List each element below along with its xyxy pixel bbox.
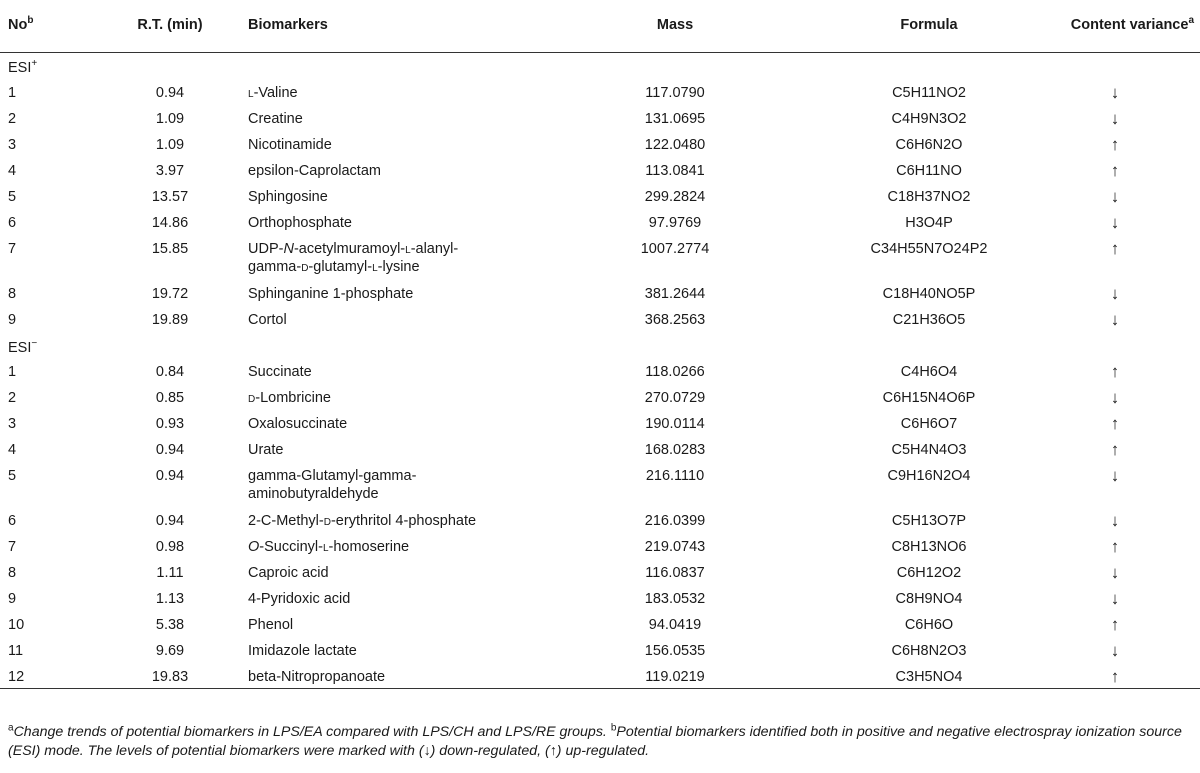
cell-content-variance: ↑ <box>1110 135 1120 154</box>
cell-no: 9 <box>8 591 17 607</box>
cell-mass: 299.2824 <box>644 189 706 205</box>
cell-formula: C5H4N4O3 <box>891 442 967 458</box>
cell-biomarker: Urate <box>248 442 284 458</box>
cell-no: 8 <box>8 286 17 302</box>
table-row <box>0 156 1200 182</box>
cell-formula: C5H11NO2 <box>892 85 966 101</box>
header-content-variance: Content variance$^a$ <box>1030 0 1200 52</box>
cell-content-variance: ↓ <box>1110 388 1120 407</box>
cell-formula: C4H9N3O2 <box>891 111 967 127</box>
table-row <box>0 610 1200 636</box>
cell-mass: 381.2644 <box>644 286 706 302</box>
cell-biomarker: Creatine <box>248 111 303 127</box>
cell-mass: 216.0399 <box>644 513 706 529</box>
cell-biomarker: Phenol <box>248 617 294 633</box>
cell-rt: 0.93 <box>155 416 185 432</box>
cell-no: 7 <box>8 241 17 257</box>
cell-biomarker: Succinate <box>248 364 312 380</box>
cell-no: 6 <box>8 215 17 231</box>
cell-biomarker: d-Lombricine <box>248 390 331 406</box>
cell-rt: 0.94 <box>155 468 185 484</box>
section-label: ESI+ <box>8 57 38 76</box>
cell-mass: 168.0283 <box>644 442 706 458</box>
footnote-b-text: Potential biomarkers identified both in positive and negative electrospray ionization source (ESI) mode. The levels of potential biomarkers were marked with (↓) down-regulated, (↑) up-regulated. <box>8 724 1182 759</box>
cell-no: 3 <box>8 416 17 432</box>
cell-biomarker: Orthophosphate <box>248 215 352 231</box>
table-row <box>0 461 1200 506</box>
table-row <box>0 305 1200 331</box>
cell-content-variance: ↑ <box>1110 440 1120 459</box>
cell-no: 11 <box>8 643 24 659</box>
cell-mass: 183.0532 <box>644 591 706 607</box>
section-row <box>0 331 1200 357</box>
cell-formula: C8H13NO6 <box>891 539 967 555</box>
cell-biomarker: UDP-N-acetylmuramoyl-l-alanyl- gamma-d-glutamyl-l-lysine <box>248 241 459 275</box>
cell-mass: 156.0535 <box>644 643 706 659</box>
cell-no: 4 <box>8 442 17 458</box>
header-rt: R.T. (min) <box>100 0 240 52</box>
cell-content-variance: ↑ <box>1110 239 1120 258</box>
cell-rt: 3.97 <box>155 163 185 179</box>
footnote-b-marker: b <box>610 722 617 734</box>
cell-rt: 15.85 <box>151 241 189 257</box>
header-formula: Formula <box>828 0 1030 52</box>
cell-formula: C6H15N4O6P <box>882 390 976 406</box>
cell-rt: 0.85 <box>155 390 185 406</box>
cell-formula: C9H16N2O4 <box>887 468 971 484</box>
cell-mass: 122.0480 <box>644 137 706 153</box>
cell-formula: C18H40NO5P <box>882 286 976 302</box>
cell-no: 3 <box>8 137 17 153</box>
cell-formula: C5H13O7P <box>891 513 967 529</box>
cell-mass: 1007.2774 <box>640 241 710 257</box>
cell-formula: C4H6O4 <box>900 364 958 380</box>
table-row <box>0 506 1200 532</box>
cell-biomarker: Nicotinamide <box>248 137 332 153</box>
cell-formula: C6H6N2O <box>895 137 963 153</box>
table-row <box>0 104 1200 130</box>
cell-rt: 1.13 <box>155 591 185 607</box>
cell-no: 5 <box>8 468 17 484</box>
cell-biomarker: Imidazole lactate <box>248 643 357 659</box>
cell-no: 9 <box>8 312 17 328</box>
cell-formula: C6H11NO <box>896 163 962 179</box>
cell-biomarker: 4-Pyridoxic acid <box>248 591 351 607</box>
cell-no: 1 <box>8 85 17 101</box>
cell-rt: 9.69 <box>155 643 185 659</box>
cell-formula: C18H37NO2 <box>887 189 971 205</box>
cell-mass: 97.9769 <box>648 215 702 231</box>
cell-formula: C8H9NO4 <box>895 591 963 607</box>
cell-rt: 19.89 <box>151 312 189 328</box>
header-no: No$^b$ <box>0 0 100 52</box>
cell-mass: 368.2563 <box>644 312 706 328</box>
cell-content-variance: ↓ <box>1110 466 1120 485</box>
cell-content-variance: ↓ <box>1110 83 1120 102</box>
cell-rt: 19.72 <box>151 286 189 302</box>
cell-rt: 0.84 <box>155 364 185 380</box>
cell-rt: 0.94 <box>155 513 185 529</box>
table-row <box>0 636 1200 662</box>
table-row <box>0 558 1200 584</box>
cell-content-variance: ↑ <box>1110 161 1120 180</box>
cell-content-variance: ↓ <box>1110 284 1120 303</box>
cell-content-variance: ↓ <box>1110 109 1120 128</box>
cell-biomarker: Cortol <box>248 312 287 328</box>
table-row <box>0 182 1200 208</box>
cell-mass: 113.0841 <box>645 163 705 179</box>
cell-no: 4 <box>8 163 17 179</box>
table-footnote <box>8 723 1198 761</box>
cell-content-variance: ↓ <box>1110 310 1120 329</box>
cell-rt: 1.11 <box>156 565 184 581</box>
cell-rt: 1.09 <box>155 111 185 127</box>
cell-no: 7 <box>8 539 17 555</box>
table-row <box>0 383 1200 409</box>
cell-biomarker: Sphingosine <box>248 189 328 205</box>
cell-rt: 0.94 <box>155 442 185 458</box>
header-biomarkers: Biomarkers <box>240 0 522 52</box>
cell-content-variance: ↑ <box>1110 537 1120 556</box>
cell-mass: 116.0837 <box>645 565 705 581</box>
cell-biomarker: epsilon-Caprolactam <box>248 163 381 179</box>
table-row <box>0 78 1200 104</box>
cell-formula: C3H5NO4 <box>895 669 963 685</box>
cell-rt: 0.94 <box>155 85 185 101</box>
cell-no: 10 <box>8 617 25 633</box>
table-row <box>0 435 1200 461</box>
cell-content-variance: ↑ <box>1110 667 1120 686</box>
cell-biomarker: l-Valine <box>248 85 298 101</box>
cell-mass: 117.0790 <box>645 85 705 101</box>
cell-biomarker: gamma-Glutamyl-gamma- aminobutyraldehyde <box>248 468 417 502</box>
cell-no: 5 <box>8 189 17 205</box>
table-row <box>0 409 1200 435</box>
cell-content-variance: ↓ <box>1110 511 1120 530</box>
cell-biomarker: Oxalosuccinate <box>248 416 348 432</box>
cell-biomarker: O-Succinyl-l-homoserine <box>248 539 410 555</box>
table-row <box>0 584 1200 610</box>
cell-no: 2 <box>8 111 17 127</box>
cell-mass: 216.1110 <box>645 468 705 484</box>
cell-formula: C34H55N7O24P2 <box>870 241 988 257</box>
cell-mass: 270.0729 <box>644 390 706 406</box>
header-mass: Mass <box>522 0 828 52</box>
table-body <box>0 52 1200 688</box>
cell-rt: 14.86 <box>151 215 189 231</box>
table-row <box>0 234 1200 279</box>
cell-content-variance: ↑ <box>1110 615 1120 634</box>
cell-mass: 119.0219 <box>645 669 705 685</box>
cell-formula: C6H8N2O3 <box>891 643 967 659</box>
cell-rt: 1.09 <box>155 137 185 153</box>
cell-formula: H3O4P <box>905 215 953 231</box>
cell-biomarker: beta-Nitropropanoate <box>248 669 386 685</box>
cell-content-variance: ↑ <box>1110 414 1120 433</box>
section-label: ESI− <box>8 338 38 356</box>
cell-mass: 131.0695 <box>644 111 706 127</box>
cell-formula: C6H6O <box>904 617 954 633</box>
cell-mass: 190.0114 <box>645 416 705 432</box>
cell-biomarker: Sphinganine 1-phosphate <box>248 286 414 302</box>
cell-no: 12 <box>8 669 25 685</box>
cell-formula: C6H12O2 <box>896 565 962 581</box>
cell-no: 6 <box>8 513 17 529</box>
cell-formula: C21H36O5 <box>892 312 966 328</box>
cell-content-variance: ↓ <box>1110 563 1120 582</box>
cell-rt: 19.83 <box>151 669 189 685</box>
cell-rt: 13.57 <box>151 189 189 205</box>
cell-content-variance: ↑ <box>1110 362 1120 381</box>
cell-formula: C6H6O7 <box>900 416 958 432</box>
cell-content-variance: ↓ <box>1110 589 1120 608</box>
header-row <box>0 0 1200 52</box>
footnote-a-text: Change trends of potential biomarkers in LPS/EA compared with LPS/CH and LPS/RE groups. <box>13 724 611 740</box>
cell-biomarker: 2-C-Methyl-d-erythritol 4-phosphate <box>248 513 477 529</box>
cell-no: 2 <box>8 390 17 406</box>
cell-no: 1 <box>8 364 17 380</box>
cell-mass: 219.0743 <box>644 539 706 555</box>
cell-no: 8 <box>8 565 17 581</box>
cell-rt: 0.98 <box>155 539 185 555</box>
table-row <box>0 208 1200 234</box>
section-row <box>0 52 1200 78</box>
table-row <box>0 279 1200 305</box>
cell-content-variance: ↓ <box>1110 213 1120 232</box>
cell-mass: 94.0419 <box>648 617 702 633</box>
cell-content-variance: ↓ <box>1110 641 1120 660</box>
cell-biomarker: Caproic acid <box>248 565 329 581</box>
table-row <box>0 130 1200 156</box>
cell-rt: 5.38 <box>155 617 185 633</box>
table-row <box>0 662 1200 688</box>
table-row <box>0 357 1200 383</box>
cell-mass: 118.0266 <box>645 364 705 380</box>
cell-content-variance: ↓ <box>1110 187 1120 206</box>
table-row <box>0 532 1200 558</box>
footnote-a-marker: a <box>8 722 14 734</box>
